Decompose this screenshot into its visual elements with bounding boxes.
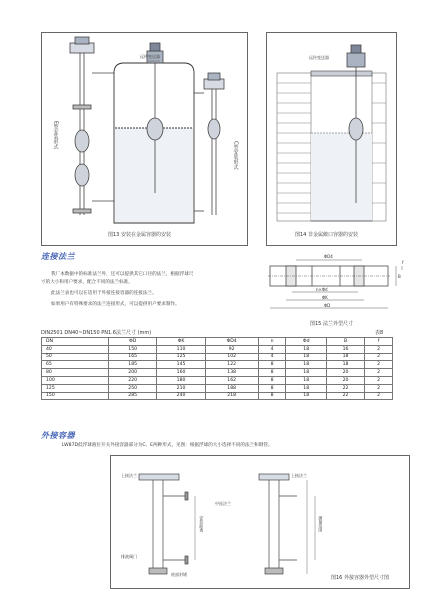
- flange-para-line-2: 寸的大小和用户要求，配合不同的法兰标准。: [41, 280, 133, 285]
- col-d4: ΦD4: [205, 338, 258, 346]
- table-row: 100 220 180 162 8 18 20 2: [42, 376, 393, 384]
- metal-tank: [114, 63, 194, 223]
- table-row: 150 285 240 218 8 18 22 2: [42, 392, 393, 400]
- fig16-measure-label: 测量范围: [318, 516, 324, 532]
- table-row: 50 165 125 102 4 18 18 2: [42, 353, 393, 361]
- fig14-top-label: 远传变送器: [309, 55, 329, 60]
- flange-para-line-1: 我厂本数据中的标准法兰外，还可以提供其它口径的法兰，根据浮球尺: [51, 272, 194, 277]
- col-f: f: [365, 338, 393, 346]
- figure-16-frame: [110, 455, 410, 589]
- figure-13-drawing: [42, 33, 247, 245]
- figure-13-frame: [41, 32, 248, 246]
- section-title-flange: 连接法兰: [41, 252, 75, 261]
- fig13-c-label: C型安装形式: [232, 141, 239, 170]
- fig15-label-d4: ΦD4: [324, 254, 333, 259]
- liquid: [311, 133, 372, 221]
- table-header-row: [42, 338, 393, 346]
- table-title: DIN2501 DN40~DN150 PN1.6法兰尺寸 (mm): [41, 330, 152, 336]
- figure-14-caption: 图14 非金属敞口容器的安装: [295, 232, 358, 238]
- col-dn: DN: [42, 338, 109, 346]
- table-row: 65 185 145 122 8 18 18 2: [42, 361, 393, 369]
- table-row: 80 200 160 138 8 18 20 2: [42, 369, 393, 377]
- flange-paragraph: [41, 271, 251, 309]
- col-k: ΦK: [157, 338, 205, 346]
- fig16-left-chamber: [139, 474, 195, 574]
- fig16-distance-label: 安装距离: [199, 516, 205, 532]
- figure-15: [262, 252, 412, 332]
- fig13-top-label: 远传变送器: [140, 54, 160, 59]
- col-n: n: [258, 338, 286, 346]
- section-title-external: 外接容器: [41, 431, 75, 440]
- table-number: 表8: [375, 330, 384, 336]
- flange-spec-table: [41, 337, 393, 400]
- fig15-label-f: f: [402, 260, 404, 265]
- fig15-label-n: n×Φd: [316, 287, 328, 292]
- fig15-label-k: ΦK: [322, 295, 328, 300]
- fig16-right-chamber: [259, 474, 315, 574]
- fig15-label-d: ΦD: [324, 303, 331, 308]
- col-b: B: [326, 338, 364, 346]
- flange-para-line-3: 此法兰表也可以在适用于外接连接容器的连接法兰。: [51, 291, 157, 296]
- table-row: 125 250 210 188 8 18 22 2: [42, 384, 393, 392]
- fig16-top-flange-label-2: 上接法兰: [291, 473, 307, 478]
- figure-16-drawing: [111, 456, 409, 588]
- fig16-bottom-flange-label: 底部封堵: [171, 572, 187, 577]
- fig16-mid-flange-label: 中连法兰: [215, 501, 231, 506]
- figure-15-caption: 图15 法兰外型尺寸: [310, 321, 353, 327]
- fig15-label-b: B: [398, 274, 401, 279]
- figure-14-frame: [266, 32, 397, 246]
- external-paragraph: LW87D低浮球液位开关外接容器部分为C、E两种形式，见图：根据浮球的大小选择不同的法兰和钢管。: [62, 443, 273, 448]
- figure-14-drawing: [267, 33, 396, 245]
- e-type-chamber: [70, 37, 114, 215]
- col-hole: Φd: [286, 338, 327, 346]
- fig13-e-label: E型安装形式: [52, 121, 59, 150]
- figure-13-caption: 图13 安装在金属容器的安装: [108, 232, 171, 238]
- fig16-top-flange-label: 上接法兰: [121, 473, 137, 478]
- figure-16-caption: 图16 外接容器外型尺寸图: [331, 575, 389, 581]
- flange-para-line-4: 如果用户有特殊要求的法兰连接形式，可以提供用户要求制作。: [51, 302, 180, 307]
- c-type-chamber: [194, 73, 224, 215]
- fig16-drain-label: 排液阀门: [121, 554, 137, 559]
- table-row: 40 150 110 92 4 18 16 2: [42, 345, 393, 353]
- col-d: ΦD: [109, 338, 157, 346]
